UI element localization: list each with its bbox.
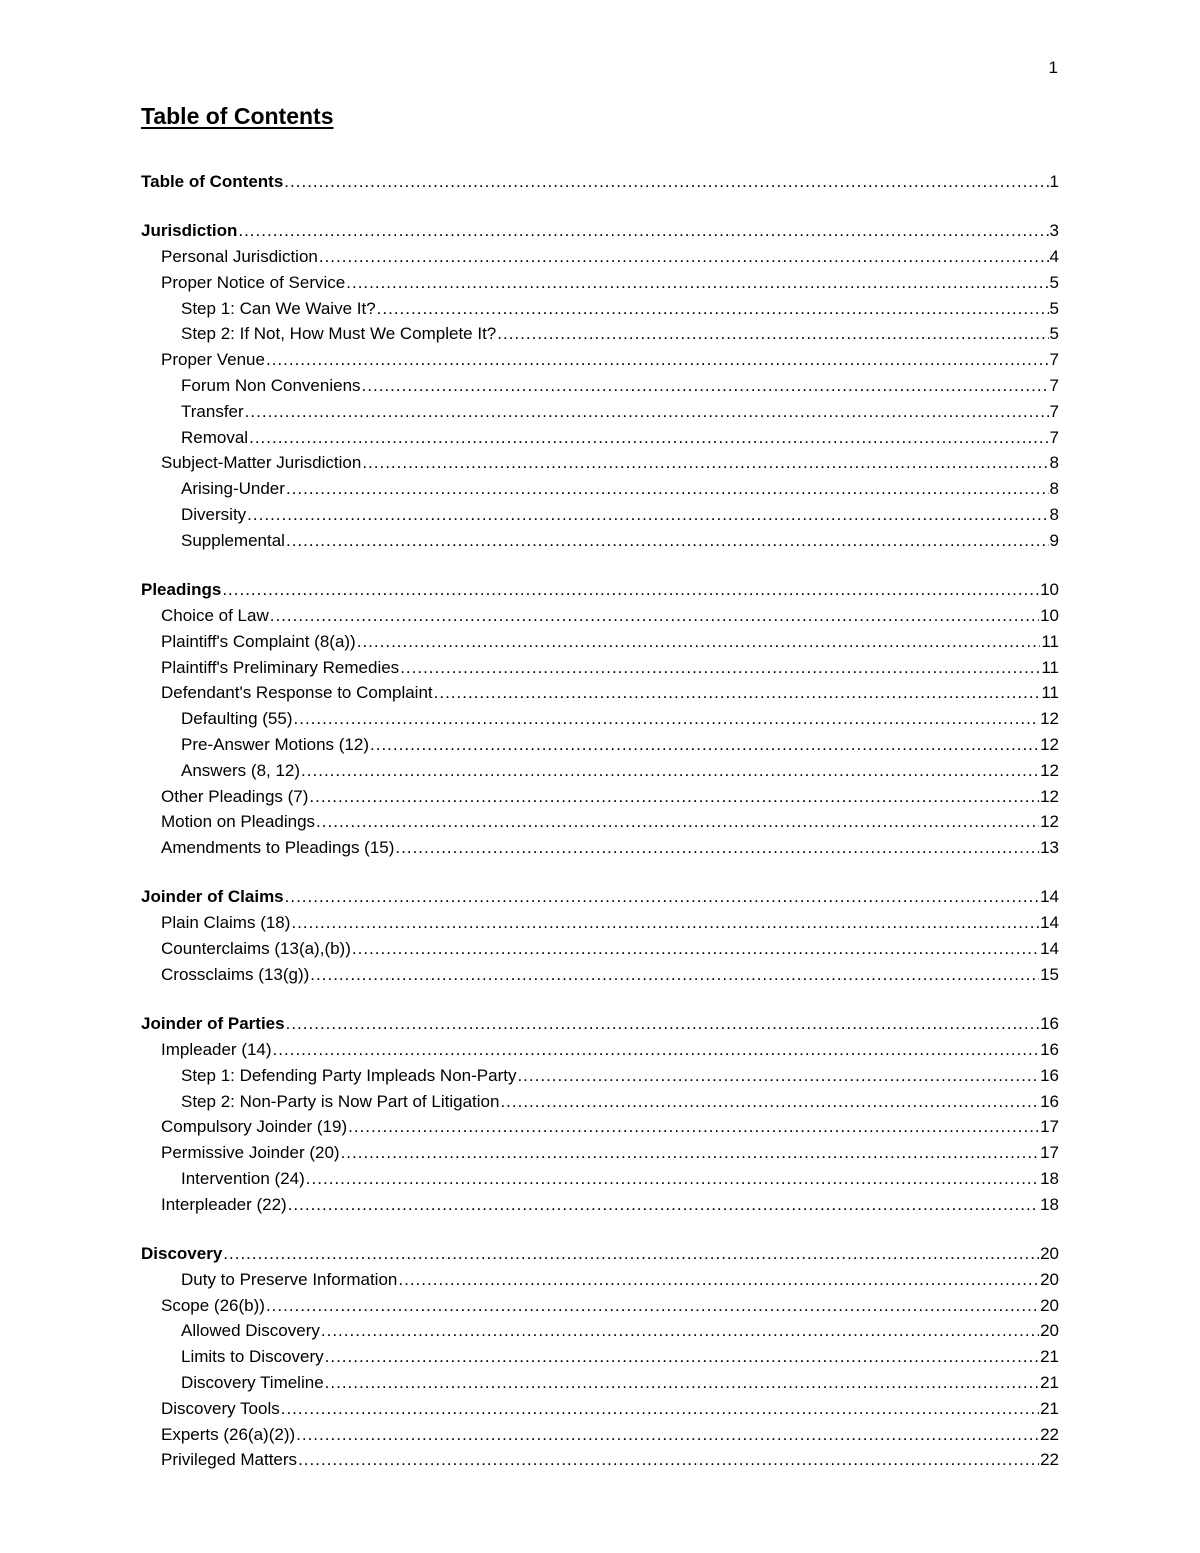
dot-leader [306, 1166, 1039, 1192]
toc-entry-text: Amendments to Pleadings (15) [161, 838, 395, 858]
dot-leader [284, 169, 1048, 195]
dot-leader [222, 577, 1039, 603]
toc-entry[interactable] [141, 910, 1059, 936]
toc-entry-text: Motion on Pleadings [161, 812, 316, 832]
toc-entry-text: Step 1: Can We Waive It? [181, 298, 376, 318]
toc-section [141, 577, 1059, 861]
toc-section [141, 1241, 1059, 1473]
toc-entry-text: Allowed Discovery [181, 1321, 320, 1341]
toc-entry-page: 12 [1040, 812, 1059, 832]
toc-entry-page: 8 [1049, 479, 1059, 499]
toc-entry-text: Removal [181, 427, 249, 447]
toc-heading-entry[interactable] [141, 1011, 1059, 1037]
dot-leader [249, 425, 1048, 451]
toc-entry[interactable] [141, 680, 1059, 706]
toc-entry[interactable] [141, 476, 1059, 502]
toc-entry[interactable] [141, 1447, 1059, 1473]
toc-entry-text: Pre-Answer Motions (12) [181, 734, 370, 754]
toc-entry-page: 14 [1040, 913, 1059, 933]
dot-leader [362, 450, 1048, 476]
toc-entry[interactable] [141, 936, 1059, 962]
toc-entry[interactable] [141, 399, 1059, 425]
dot-leader [238, 218, 1048, 244]
toc-entry[interactable] [141, 706, 1059, 732]
toc-entry-text: Jurisdiction [141, 221, 238, 241]
dot-leader [223, 1241, 1039, 1267]
toc-entry-page: 22 [1040, 1424, 1059, 1444]
dot-leader [377, 296, 1049, 322]
toc-entry-page: 17 [1040, 1143, 1059, 1163]
toc-entry[interactable] [141, 603, 1059, 629]
toc-entry-text: Discovery Timeline [181, 1372, 324, 1392]
toc-entry[interactable] [141, 962, 1059, 988]
toc-entry-text: Defaulting (55) [181, 709, 293, 729]
toc-entry-text: Discovery [141, 1243, 223, 1263]
dot-leader [288, 1192, 1039, 1218]
dot-leader [395, 835, 1039, 861]
toc-entry-text: Discovery Tools [161, 1398, 280, 1418]
toc-entry[interactable] [141, 1114, 1059, 1140]
dot-leader [266, 347, 1049, 373]
dot-leader [400, 655, 1040, 681]
dot-leader [247, 502, 1048, 528]
table-of-contents [141, 169, 1059, 1497]
toc-entry-page: 16 [1040, 1065, 1059, 1085]
toc-entry-page: 9 [1049, 530, 1059, 550]
toc-entry-page: 20 [1040, 1321, 1059, 1341]
toc-entry[interactable] [141, 270, 1059, 296]
dot-leader [294, 706, 1040, 732]
toc-entry[interactable] [141, 425, 1059, 451]
toc-entry-page: 4 [1049, 247, 1059, 267]
toc-entry-text: Joinder of Parties [141, 1014, 285, 1034]
toc-entry-page: 20 [1040, 1295, 1059, 1315]
toc-heading-entry[interactable] [141, 1241, 1059, 1267]
toc-entry-text: Step 2: If Not, How Must We Complete It? [181, 324, 497, 344]
dot-leader [325, 1344, 1039, 1370]
toc-section [141, 169, 1059, 195]
toc-entry-page: 21 [1040, 1347, 1059, 1367]
toc-entry[interactable] [141, 296, 1059, 322]
toc-entry-page: 22 [1040, 1450, 1059, 1470]
toc-entry[interactable] [141, 1422, 1059, 1448]
toc-entry-text: Scope (26(b)) [161, 1295, 265, 1315]
dot-leader [291, 910, 1039, 936]
dot-leader [321, 1318, 1039, 1344]
toc-entry-page: 14 [1040, 939, 1059, 959]
toc-entry[interactable] [141, 1089, 1059, 1115]
toc-entry-page: 12 [1040, 709, 1059, 729]
toc-entry[interactable] [141, 784, 1059, 810]
toc-entry-page: 7 [1049, 350, 1059, 370]
toc-entry[interactable] [141, 1318, 1059, 1344]
toc-entry[interactable] [141, 347, 1059, 373]
toc-entry-text: Pleadings [141, 580, 222, 600]
toc-entry-text: Choice of Law [161, 605, 269, 625]
toc-entry-text: Intervention (24) [181, 1168, 305, 1188]
toc-entry[interactable] [141, 1192, 1059, 1218]
toc-entry[interactable] [141, 1267, 1059, 1293]
toc-entry-text: Personal Jurisdiction [161, 247, 318, 267]
toc-entry-text: Subject-Matter Jurisdiction [161, 453, 362, 473]
toc-entry-text: Permissive Joinder (20) [161, 1143, 340, 1163]
page-title: Table of Contents [141, 103, 334, 129]
toc-entry-text: Experts (26(a)(2)) [161, 1424, 296, 1444]
toc-entry[interactable] [141, 835, 1059, 861]
toc-entry-page: 18 [1040, 1194, 1059, 1214]
dot-leader [348, 1114, 1039, 1140]
toc-entry-text: Defendant's Response to Complaint [161, 683, 433, 703]
dot-leader [346, 270, 1048, 296]
toc-entry-page: 13 [1040, 838, 1059, 858]
toc-entry[interactable] [141, 809, 1059, 835]
dot-leader [298, 1447, 1039, 1473]
toc-section [141, 1011, 1059, 1217]
toc-entry-page: 1 [1049, 172, 1059, 191]
toc-entry[interactable] [141, 321, 1059, 347]
dot-leader [301, 758, 1039, 784]
toc-entry-page: 8 [1049, 453, 1059, 473]
dot-leader [286, 528, 1049, 554]
dot-leader [281, 1396, 1039, 1422]
dot-leader [517, 1063, 1039, 1089]
toc-entry-page: 21 [1040, 1398, 1059, 1418]
toc-entry-page: 12 [1040, 760, 1059, 780]
toc-entry-text: Proper Notice of Service [161, 272, 346, 292]
toc-entry-text: Table of Contents [141, 172, 284, 191]
toc-entry-text: Impleader (14) [161, 1039, 272, 1059]
toc-entry-text: Forum Non Conveniens [181, 376, 361, 396]
toc-entry-page: 5 [1049, 272, 1059, 292]
toc-entry-text: Joinder of Claims [141, 887, 284, 907]
toc-entry-text: Privileged Matters [161, 1450, 298, 1470]
toc-entry-text: Supplemental [181, 530, 285, 550]
toc-entry-page: 20 [1040, 1269, 1059, 1289]
dot-leader [316, 809, 1039, 835]
toc-entry-text: Limits to Discovery [181, 1347, 324, 1367]
dot-leader [362, 373, 1049, 399]
toc-heading-entry[interactable] [141, 218, 1059, 244]
toc-entry[interactable] [141, 1396, 1059, 1422]
toc-entry-page: 16 [1040, 1039, 1059, 1059]
dot-leader [341, 1140, 1040, 1166]
toc-entry-text: Crossclaims (13(g)) [161, 964, 310, 984]
dot-leader [319, 244, 1049, 270]
toc-entry-page: 16 [1040, 1014, 1059, 1034]
toc-entry-page: 21 [1040, 1372, 1059, 1392]
dot-leader [398, 1267, 1039, 1293]
toc-entry-page: 12 [1040, 734, 1059, 754]
dot-leader [357, 629, 1041, 655]
toc-entry-page: 17 [1040, 1117, 1059, 1137]
toc-entry-text: Proper Venue [161, 350, 265, 370]
toc-entry-text: Plaintiff's Complaint (8(a)) [161, 631, 356, 651]
toc-entry-text: Interpleader (22) [161, 1194, 287, 1214]
toc-entry-text: Diversity [181, 505, 247, 525]
dot-leader [273, 1037, 1040, 1063]
toc-entry-page: 20 [1040, 1243, 1059, 1263]
dot-leader [266, 1293, 1039, 1319]
dot-leader [500, 1089, 1039, 1115]
toc-entry-page: 3 [1049, 221, 1059, 241]
dot-leader [325, 1370, 1039, 1396]
toc-entry-text: Plain Claims (18) [161, 913, 291, 933]
toc-entry[interactable] [141, 1037, 1059, 1063]
dot-leader [286, 476, 1049, 502]
toc-section [141, 218, 1059, 553]
toc-entry[interactable] [141, 528, 1059, 554]
dot-leader [296, 1422, 1039, 1448]
toc-entry[interactable] [141, 1166, 1059, 1192]
dot-leader [434, 680, 1041, 706]
toc-entry-text: Plaintiff's Preliminary Remedies [161, 657, 400, 677]
toc-entry[interactable] [141, 629, 1059, 655]
dot-leader [285, 884, 1039, 910]
dot-leader [286, 1011, 1039, 1037]
toc-entry-text: Transfer [181, 401, 244, 421]
toc-entry-text: Duty to Preserve Information [181, 1269, 398, 1289]
toc-entry-page: 10 [1040, 580, 1059, 600]
toc-section [141, 884, 1059, 987]
toc-entry-page: 12 [1040, 786, 1059, 806]
dot-leader [370, 732, 1039, 758]
toc-entry-text: Other Pleadings (7) [161, 786, 309, 806]
dot-leader [497, 321, 1048, 347]
toc-entry[interactable] [141, 732, 1059, 758]
toc-entry[interactable] [141, 1140, 1059, 1166]
toc-entry-page: 7 [1049, 376, 1059, 396]
dot-leader [352, 936, 1039, 962]
toc-entry-page: 5 [1049, 298, 1059, 318]
toc-entry[interactable] [141, 1063, 1059, 1089]
toc-heading-entry[interactable] [141, 884, 1059, 910]
toc-entry[interactable] [141, 1370, 1059, 1396]
toc-entry[interactable] [141, 373, 1059, 399]
toc-entry-page: 15 [1040, 964, 1059, 984]
toc-entry-text: Arising-Under [181, 479, 285, 499]
dot-leader [245, 399, 1049, 425]
toc-entry-text: Step 1: Defending Party Impleads Non-Party [181, 1065, 517, 1085]
page-number: 1 [1048, 58, 1058, 77]
toc-entry-text: Step 2: Non-Party is Now Part of Litigation [181, 1091, 500, 1111]
toc-entry[interactable] [141, 502, 1059, 528]
toc-entry[interactable] [141, 758, 1059, 784]
toc-entry-text: Counterclaims (13(a),(b)) [161, 939, 351, 959]
toc-entry-page: 11 [1041, 657, 1059, 677]
toc-entry-page: 5 [1049, 324, 1059, 344]
toc-entry-page: 10 [1040, 605, 1059, 625]
toc-entry-page: 8 [1049, 505, 1059, 525]
toc-entry-page: 14 [1040, 887, 1059, 907]
toc-entry-text: Answers (8, 12) [181, 760, 301, 780]
toc-heading-entry[interactable] [141, 169, 1059, 195]
toc-entry-page: 11 [1041, 631, 1059, 651]
toc-entry[interactable] [141, 244, 1059, 270]
toc-entry[interactable] [141, 1344, 1059, 1370]
toc-heading-entry[interactable] [141, 577, 1059, 603]
dot-leader [310, 962, 1039, 988]
toc-entry-page: 7 [1049, 427, 1059, 447]
toc-entry[interactable] [141, 450, 1059, 476]
toc-entry[interactable] [141, 655, 1059, 681]
toc-entry-text: Compulsory Joinder (19) [161, 1117, 348, 1137]
dot-leader [309, 784, 1039, 810]
toc-entry-page: 16 [1040, 1091, 1059, 1111]
dot-leader [270, 603, 1039, 629]
toc-entry-page: 18 [1040, 1168, 1059, 1188]
toc-entry-page: 11 [1041, 683, 1059, 703]
toc-entry[interactable] [141, 1293, 1059, 1319]
toc-entry-page: 7 [1049, 401, 1059, 421]
